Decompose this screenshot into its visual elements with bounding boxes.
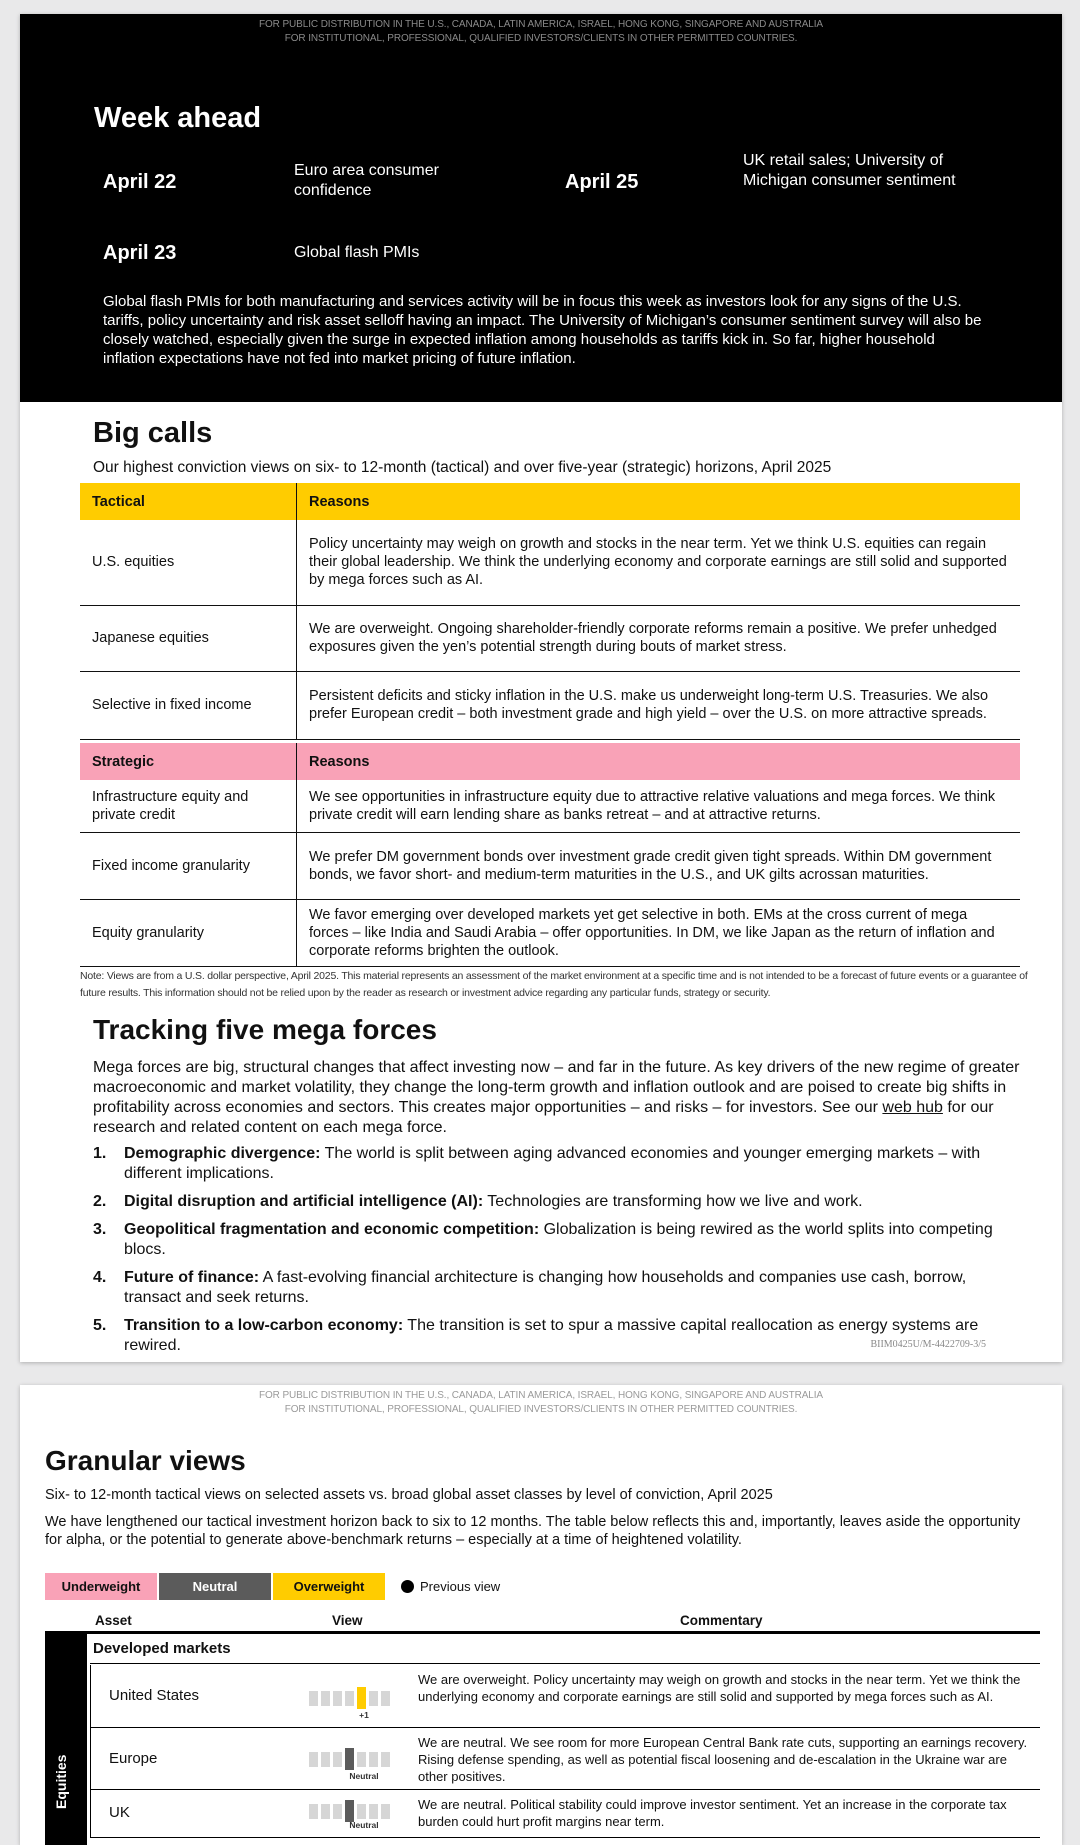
- view-bar-segment: [333, 1752, 342, 1767]
- granular-views-title: Granular views: [45, 1445, 246, 1476]
- view-indicator: [309, 1681, 409, 1711]
- view-bar-selected: [345, 1748, 354, 1770]
- tactical-header: Tactical: [80, 483, 297, 520]
- strategic-header: Strategic: [80, 743, 297, 780]
- view-bar-segment: [309, 1752, 318, 1767]
- view-bar-segment: [369, 1691, 378, 1706]
- list-item: 5. Transition to a low-carbon economy: The transition is set to spur a massive capital reallocation as energy systems are rewired.: [93, 1317, 979, 1354]
- table-row: [80, 780, 1020, 832]
- mega-forces-list: [93, 1144, 1003, 1362]
- view-bar-segment: [357, 1804, 366, 1819]
- event-text: Global flash PMIs: [294, 244, 420, 261]
- strategic-header-row: [80, 743, 1020, 780]
- event-text: Euro area consumer confidence: [294, 162, 439, 199]
- view-bar-segment: [357, 1752, 366, 1767]
- asset-name: Europe: [109, 1750, 158, 1767]
- table-row: [80, 671, 1020, 739]
- view-bar-segment: [381, 1752, 390, 1767]
- legend-neutral: Neutral: [159, 1573, 271, 1600]
- row-label: Japanese equities: [80, 605, 297, 671]
- week-ahead-paragraph: Global flash PMIs for both manufacturing and services activity will be in focus this week as investors look for any signs of the U.S. tariffs, policy uncertainty and risk asset selloff having an impact. The University of Michigan’s consumer sentiment survey will also be closely watched, especially given the surge in expected inflation among households as tariffs kick in. So far, higher household inflation expectations have not fed into market pricing of future inflation.: [103, 293, 982, 367]
- view-bar-segment: [309, 1691, 318, 1706]
- legend: [45, 1573, 500, 1600]
- granular-views-paragraph: We have lengthened our tactical investment horizon back to six to 12 months. The table below reflects this and, importantly, leaves aside the opportunity for alpha, or the potential to generate above-benchmark returns – especially at a time of heightened volatility.: [45, 1514, 1021, 1548]
- big-calls-table: [80, 483, 1020, 967]
- disclaimer: FOR PUBLIC DISTRIBUTION IN THE U.S., CANADA, LATIN AMERICA, ISRAEL, HONG KONG, SINGAPORE AND AUSTRALIA FOR INSTITUTIONAL, PROFESSIONAL, QUALIFIED INVESTORS/CLIENTS IN OTHER PERMITTED COUNTRIES.: [259, 1390, 823, 1415]
- view-label: Neutral: [349, 1820, 379, 1830]
- table-row: [80, 605, 1020, 671]
- event-date: April 23: [103, 242, 177, 264]
- page-1: [20, 14, 1062, 1362]
- event-date: April 25: [565, 171, 639, 193]
- row-reason: Policy uncertainty may weigh on growth and stocks in the near term. Yet we think U.S. equities can regain their global leadership. We think the underlying economy and corporate earnings are still solid and supported by mega forces such as AI.: [297, 520, 1021, 605]
- view-bar-selected: [345, 1800, 354, 1822]
- event-date: April 22: [103, 171, 177, 193]
- list-item: 4. Future of finance: A fast-evolving financial architecture is changing how households and companies use cash, borrow, transact and seek returns.: [93, 1269, 967, 1306]
- list-item: 2. Digital disruption and artificial intelligence (AI): Technologies are transforming how we live and work.: [93, 1193, 863, 1210]
- row-reason: We are overweight. Ongoing shareholder-friendly corporate reforms remain a positive. We prefer unhedged exposures given the yen’s potential strength during bouts of market stress.: [297, 605, 1021, 671]
- big-calls-note: Note: Views are from a U.S. dollar perspective, April 2025. This material represents an assessment of the market environment at a specific time and is not intended to be a forecast of future events or a guarantee of future results. This information should not be relied upon by the reader as research or investment advice regarding any particular funds, strategy or security.: [80, 970, 1028, 999]
- row-label: Equity granularity: [80, 899, 297, 966]
- asset-name: United States: [109, 1687, 200, 1704]
- view-indicator: [309, 1742, 409, 1772]
- big-calls-title: Big calls: [93, 417, 213, 449]
- view-bar-segment: [345, 1691, 354, 1706]
- commentary: We are neutral. Political stability could improve investor sentiment. Yet an increase in the corporate tax burden could hurt profit margins near term.: [418, 1797, 1007, 1829]
- table-row: [80, 899, 1020, 966]
- row-reason: We favor emerging over developed markets yet get selective in both. EMs at the cross current of mega forces – like India and Saudi Arabia – offer opportunities. In DM, we like Japan as the return of inflation and corporate reforms brighten the outlook.: [297, 899, 1021, 966]
- table-header: [45, 1611, 1040, 1634]
- view-bar-segment: [309, 1804, 318, 1819]
- list-item: 3. Geopolitical fragmentation and economic competition: Globalization is being rewired as the world splits into competing blocs.: [93, 1221, 993, 1258]
- view-bar-segment: [381, 1804, 390, 1819]
- legend-overweight: Overweight: [273, 1573, 385, 1600]
- commentary: We are overweight. Policy uncertainty may weigh on growth and stocks in the near term. Yet we think the underlying economy and corporate earnings are still solid and supported by mega forces such as AI.: [418, 1672, 1021, 1704]
- list-item: 1. Demographic divergence: The world is split between aging advanced economies and younger emerging markets – with different implications.: [93, 1145, 981, 1182]
- mega-forces-title: Tracking five mega forces: [93, 1014, 437, 1045]
- row-reason: We prefer DM government bonds over investment grade credit given tight spreads. Within DM government bonds, we favor short- and medium-term maturities in the U.S., and UK gilts acrossan maturities.: [297, 832, 1021, 899]
- commentary: We are neutral. We see room for more European Central Bank rate cuts, supporting an earnings recovery. Rising defense spending, as well as potential fiscal loosening and de-escalation in the Ukraine war are other positives.: [418, 1735, 1028, 1784]
- page-2: [20, 1385, 1062, 1845]
- granular-views-subtitle: Six- to 12-month tactical views on selected assets vs. broad global asset classes by level of conviction, April 2025: [45, 1487, 773, 1503]
- event-text: UK retail sales; University of Michigan consumer sentiment: [743, 152, 956, 189]
- row-label: U.S. equities: [80, 520, 297, 605]
- view-label: +1: [359, 1710, 369, 1720]
- row-reason: We see opportunities in infrastructure equity due to attractive relative valuations and mega forces. We think private credit will earn lending share as banks retreat – and at attractive returns.: [297, 780, 1021, 832]
- week-ahead-title: Week ahead: [94, 102, 262, 134]
- view-bar-segment: [333, 1691, 342, 1706]
- col-asset: Asset: [95, 1613, 132, 1628]
- group-developed-markets: Developed markets: [90, 1634, 1040, 1664]
- reasons-header: Reasons: [297, 483, 1021, 520]
- view-bar-segment: [321, 1752, 330, 1767]
- disclaimer: FOR PUBLIC DISTRIBUTION IN THE U.S., CANADA, LATIN AMERICA, ISRAEL, HONG KONG, SINGAPORE AND AUSTRALIA FOR INSTITUTIONAL, PROFESSIONAL, QUALIFIED INVESTORS/CLIENTS IN OTHER PERMITTED COUNTRIES.: [259, 19, 823, 44]
- dot-icon: [401, 1580, 414, 1593]
- document-code: BIIM0425U/M-4422709-3/5: [870, 1339, 986, 1350]
- col-view: View: [332, 1613, 363, 1628]
- row-label: Selective in fixed income: [80, 671, 297, 739]
- row-reason: Persistent deficits and sticky inflation in the U.S. make us underweight long-term U.S. Treasuries. We also prefer European credit – both investment grade and high yield – over the U.S. on more attractive spreads.: [297, 671, 1021, 739]
- big-calls-subtitle: Our highest conviction views on six- to 12-month (tactical) and over five-year (strategic) horizons, April 2025: [93, 459, 832, 476]
- tactical-header-row: [80, 483, 1020, 520]
- legend-previous-view: Previous view: [401, 1579, 500, 1594]
- reasons-header: Reasons: [297, 743, 1021, 780]
- view-bar-segment: [369, 1804, 378, 1819]
- legend-underweight: Underweight: [45, 1573, 157, 1600]
- asset-name: UK: [109, 1804, 130, 1821]
- view-bar-selected: [357, 1687, 366, 1709]
- row-label: Fixed income granularity: [80, 832, 297, 899]
- view-label: Neutral: [349, 1771, 379, 1781]
- col-commentary: Commentary: [680, 1613, 763, 1628]
- table-row: [80, 832, 1020, 899]
- week-ahead-panel: [20, 14, 1062, 402]
- row-label: Infrastructure equity and private credit: [80, 780, 297, 832]
- table-row: [90, 1665, 1040, 1728]
- view-bar-segment: [321, 1804, 330, 1819]
- view-bar-segment: [321, 1691, 330, 1706]
- equities-section-bar: Equities: [45, 1634, 87, 1845]
- mega-forces-intro: Mega forces are big, structural changes that affect investing now – and far in the future. As key drivers of the new regime of greater macroeconomic and market volatility, they change the long-term growth and inflation outlook and are poised to create big shifts in profitability across economies and sectors. This creates major opportunities – and risks – for investors. See our web hub for our research and related content on each mega force.: [93, 1059, 1020, 1136]
- table-row: [90, 1728, 1040, 1790]
- view-bar-segment: [333, 1804, 342, 1819]
- table-row: [80, 520, 1020, 605]
- web-hub-link[interactable]: web hub: [882, 1099, 943, 1116]
- table-row: [90, 1790, 1040, 1838]
- view-bar-segment: [381, 1691, 390, 1706]
- view-bar-segment: [369, 1752, 378, 1767]
